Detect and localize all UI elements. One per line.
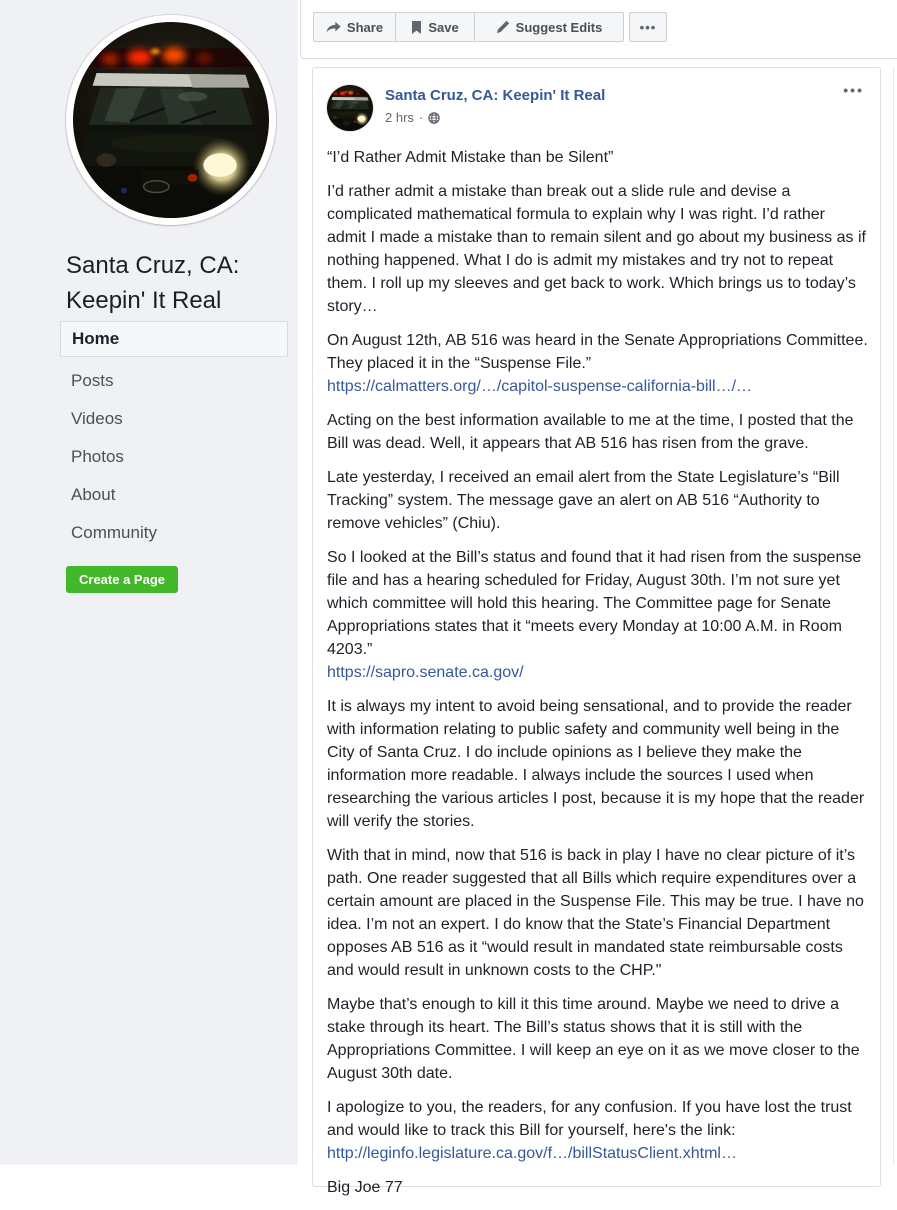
sidebar-item-posts[interactable] xyxy=(60,362,288,400)
post-paragraph xyxy=(327,695,868,833)
post-card xyxy=(312,67,881,1196)
post-paragraph-text: With that in mind, now that 516 is back in play I have no clear picture of it’s path. One reader suggested that all Bills which require expenditures over a certain amount are placed in the Suspense File. This may be true. I have no idea. I’m not an expert. I do know that the State’s Financial Department opposes AB 516 as it “would result in mandated state reimbursable costs and would result in unknown costs to the CHP." xyxy=(327,847,864,979)
post-paragraph xyxy=(327,466,868,535)
sidebar-item-about[interactable] xyxy=(60,476,288,514)
sidebar-item-label: About xyxy=(71,485,116,504)
post-paragraph-text: Big Joe 77 xyxy=(327,1179,403,1196)
post-paragraph xyxy=(327,409,868,455)
bookmark-icon xyxy=(411,21,422,34)
sidebar-nav xyxy=(60,321,288,552)
post-paragraph-text: Maybe that’s enough to kill it this time around. Maybe we need to drive a stake through its heart. The Bill’s status shows that it is still with the Appropriations Committee. I will keep an eye on it as we move closer to the August 30th date. xyxy=(327,996,860,1082)
post-options-button[interactable]: ••• xyxy=(843,82,864,98)
sidebar-item-label: Photos xyxy=(71,447,124,466)
post-paragraph-text: I’d rather admit a mistake than break out a slide rule and devise a complicated mathematical formula to explain why I was right. I’d rather admit I made a mistake than to remain silent and go about my business as if nothing happened. What I do is admit my mistakes and try not to repeat them. I roll up my sleeves and get back to work. Which brings us to today’s story… xyxy=(327,183,866,315)
police-car-photo xyxy=(327,85,373,131)
post-paragraph xyxy=(327,546,868,684)
suggest-edits-button[interactable] xyxy=(474,12,624,42)
post-paragraph-text: On August 12th, AB 516 was heard in the Senate Appropriations Committee. They placed it in the “Suspense File.” xyxy=(327,332,868,372)
page-title xyxy=(66,248,239,318)
post-paragraph xyxy=(327,146,868,169)
sidebar-item-label: Posts xyxy=(71,371,114,390)
page-sidebar xyxy=(0,0,298,1165)
share-arrow-icon xyxy=(326,21,341,33)
pencil-icon xyxy=(496,20,510,34)
sidebar-item-label: Home xyxy=(72,329,120,348)
page-profile-photo[interactable] xyxy=(66,15,276,225)
more-actions-button[interactable]: ••• xyxy=(629,12,667,42)
sidebar-item-photos[interactable] xyxy=(60,438,288,476)
post-timestamp[interactable]: 2 hrs xyxy=(385,110,414,125)
sidebar-item-home[interactable] xyxy=(60,321,288,357)
post-paragraph xyxy=(327,1176,868,1199)
post-link[interactable]: http://leginfo.legislature.ca.gov/f…/billStatusClient.xhtml… xyxy=(327,1145,737,1162)
police-car-photo xyxy=(73,22,269,218)
adjacent-column-edge xyxy=(893,67,894,1165)
post-paragraph-text: I apologize to you, the readers, for any confusion. If you have lost the trust and would like to track this Bill for yourself, here's the link: xyxy=(327,1099,852,1139)
post-paragraph-text: It is always my intent to avoid being sensational, and to provide the reader with information relating to public safety and community well being in the City of Santa Cruz. I do include opinions as I believe they make the information more readable. I always include the sources I used when researching the various articles I post, because it is my hope that the reader will verify the stories. xyxy=(327,698,865,830)
share-button[interactable] xyxy=(313,12,396,42)
post-paragraph xyxy=(327,180,868,318)
post-paragraph xyxy=(327,329,868,398)
post-paragraph-text: “I’d Rather Admit Mistake than be Silent” xyxy=(327,149,614,166)
post-author-name[interactable]: Santa Cruz, CA: Keepin' It Real xyxy=(385,87,606,104)
save-button[interactable] xyxy=(395,12,475,42)
sidebar-item-community[interactable] xyxy=(60,514,288,552)
post-link[interactable]: https://calmatters.org/…/capitol-suspense-california-bill…/… xyxy=(327,378,753,395)
meta-separator: · xyxy=(418,110,424,125)
post-paragraph xyxy=(327,993,868,1085)
post-paragraph-text: Late yesterday, I received an email alert from the State Legislature’s “Bill Tracking” system. The message gave an alert on AB 516 “Authority to remove vehicles” (Chiu). xyxy=(327,469,840,532)
create-a-page-button[interactable]: Create a Page xyxy=(66,566,178,593)
post-link[interactable]: https://sapro.senate.ca.gov/ xyxy=(327,664,524,681)
page-title-line2: Keepin' It Real xyxy=(66,287,222,314)
page-action-toolbar xyxy=(313,12,667,42)
suggest-edits-label: Suggest Edits xyxy=(515,19,603,35)
post-paragraph-text: So I looked at the Bill’s status and found that it had risen from the suspense file and has a hearing scheduled for Friday, August 30th. I’m not sure yet which committee will hold this hearing. The Committee page for Senate Appropriations states that it “meets every Monday at 10:00 A.M. in Room 4203.” xyxy=(327,549,862,658)
sidebar-item-label: Community xyxy=(71,523,157,542)
post-author-avatar[interactable] xyxy=(327,85,373,131)
share-label: Share xyxy=(346,19,384,35)
post-body xyxy=(327,146,868,1210)
save-label: Save xyxy=(428,19,459,35)
post-paragraph xyxy=(327,844,868,982)
post-paragraph-text: Acting on the best information available to me at the time, I posted that the Bill was dead. Well, it appears that AB 516 has risen from the grave. xyxy=(327,412,854,452)
post-meta xyxy=(385,110,440,125)
globe-icon xyxy=(428,112,440,124)
sidebar-item-label: Videos xyxy=(71,409,123,428)
sidebar-item-videos[interactable] xyxy=(60,400,288,438)
post-paragraph xyxy=(327,1096,868,1165)
page-title-line1: Santa Cruz, CA: xyxy=(66,252,240,279)
